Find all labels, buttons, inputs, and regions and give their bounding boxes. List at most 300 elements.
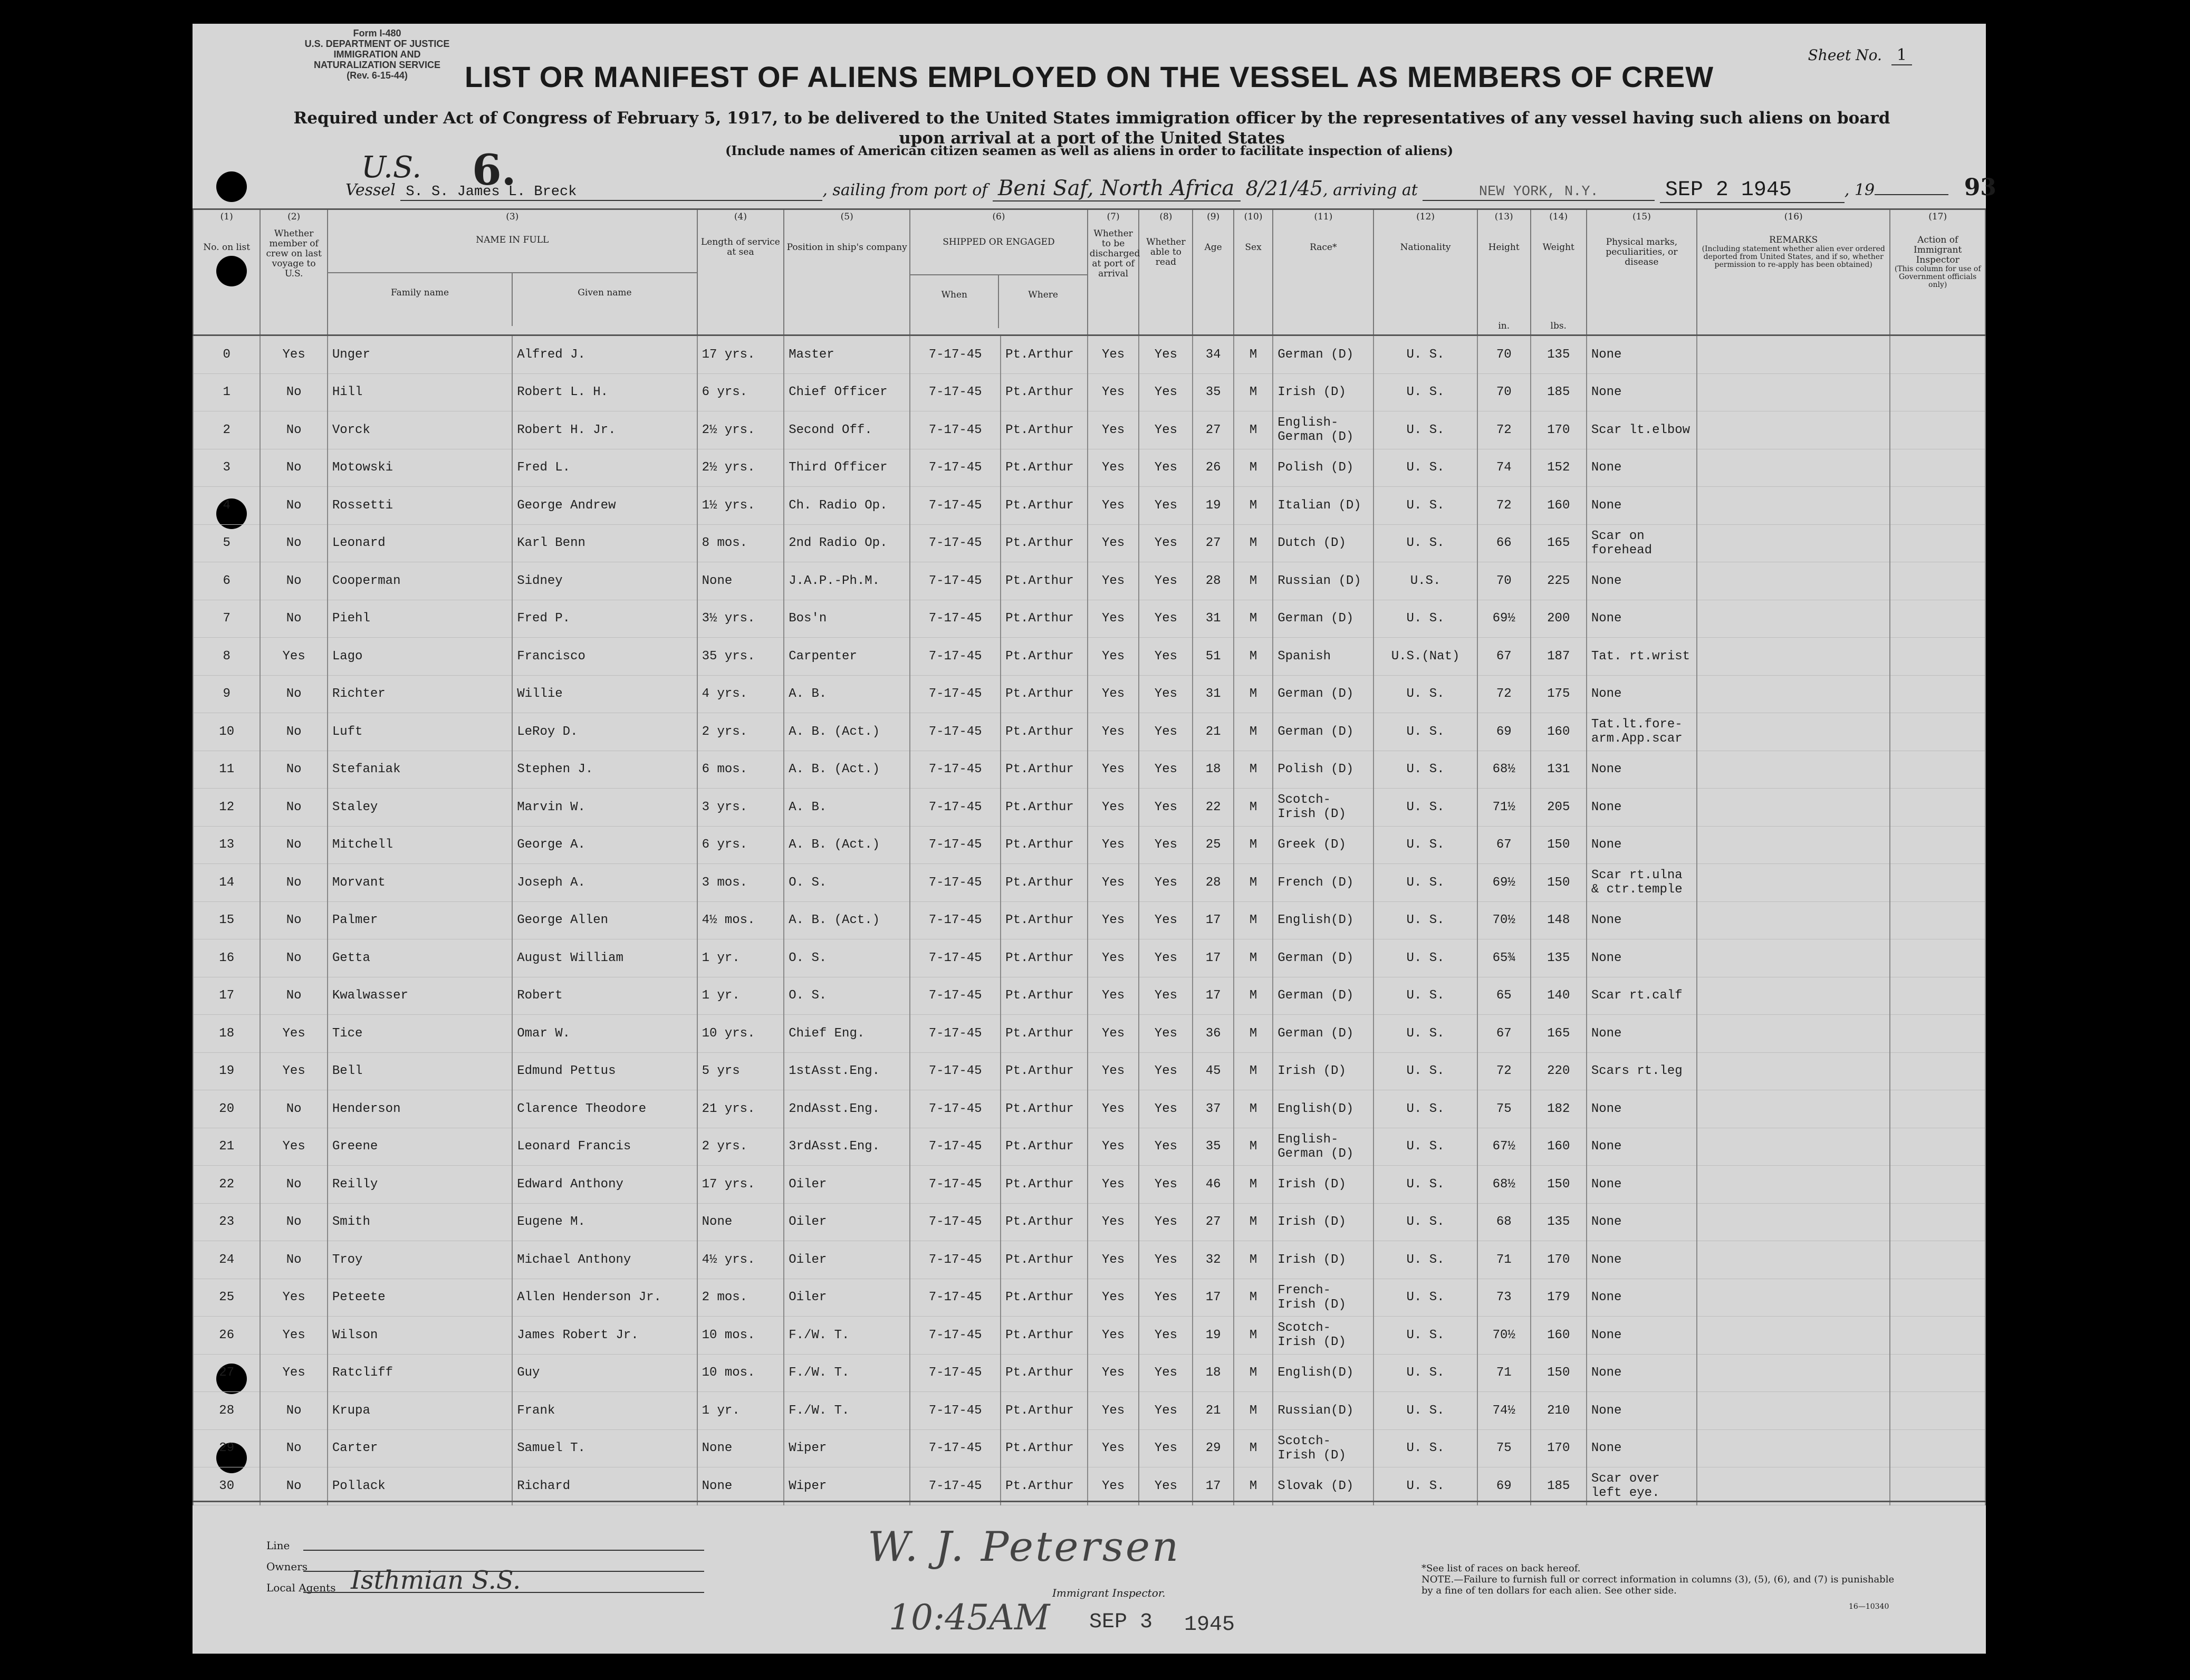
position-cell: Chief Officer [784,373,910,411]
able-to-read-cell: Yes [1139,1052,1193,1090]
crew-member-cell: No [260,675,327,713]
table-row [193,751,1985,789]
height-cell: 69½ [1477,864,1531,902]
row-number-cell: 23 [193,1203,260,1241]
age-cell: 17 [1193,977,1234,1015]
service-name: IMMIGRATION AND NATURALIZATION SERVICE [313,49,440,70]
position-cell: J.A.P.-Ph.M. [784,562,910,600]
discharged-cell: Yes [1088,1203,1139,1241]
owners-label: Owners [266,1560,308,1573]
arrival-date: SEP 2 1945 [1660,178,1845,203]
remarks-cell [1697,1015,1890,1053]
shipped-when-cell: 7-17-45 [910,1317,1001,1355]
shipped-when-cell: 7-17-45 [910,789,1001,827]
table-row [193,1429,1985,1467]
weight-cell: 165 [1531,1015,1587,1053]
inspector-action-cell [1890,1429,1985,1467]
discharged-cell: Yes [1088,675,1139,713]
crew-member-cell: Yes [260,1015,327,1053]
discharged-cell: Yes [1088,1317,1139,1355]
crew-member-cell: No [260,901,327,939]
table-row [193,1128,1985,1166]
able-to-read-cell: Yes [1139,1241,1193,1279]
shipped-where-cell: Pt.Arthur [1001,1128,1088,1166]
shipped-when-cell: 7-17-45 [910,1052,1001,1090]
table-row [193,562,1985,600]
shipped-when-cell: 7-17-45 [910,600,1001,638]
nationality-cell: U. S. [1373,1354,1477,1392]
row-number-cell: 13 [193,826,260,864]
nationality-cell: U. S. [1373,1279,1477,1317]
name-in-full-label: NAME IN FULL [328,227,697,273]
discharged-cell: Yes [1088,524,1139,562]
stamp-date: SEP 3 [1089,1610,1153,1634]
able-to-read-cell: Yes [1139,1015,1193,1053]
length-of-service-cell: None [697,1203,784,1241]
physical-marks-cell: None [1587,751,1697,789]
age-cell: 29 [1193,1429,1234,1467]
shipped-when-cell: 7-17-45 [910,675,1001,713]
crew-member-cell: No [260,487,327,525]
weight-cell: 150 [1531,1166,1587,1204]
given-name-cell: Robert L. H. [512,373,697,411]
age-cell: 26 [1193,449,1234,487]
shipped-where-cell: Pt.Arthur [1001,1317,1088,1355]
crew-table [193,208,1986,1505]
weight-cell: 160 [1531,1317,1587,1355]
crew-member-cell: Yes [260,1128,327,1166]
nationality-cell: U. S. [1373,1429,1477,1467]
family-name-cell: Greene [328,1128,512,1166]
col-num: (12) [1373,209,1477,227]
discharged-cell: Yes [1088,1015,1139,1053]
race-cell: Scotch- Irish (D) [1273,789,1373,827]
family-name-cell: Kwalwasser [328,977,512,1015]
length-of-service-cell: 10 mos. [697,1354,784,1392]
given-name-cell: Clarence Theodore [512,1090,697,1128]
physical-marks-cell: None [1587,562,1697,600]
sex-cell: M [1234,1354,1273,1392]
header-shipped [910,227,1088,335]
inspector-action-cell [1890,524,1985,562]
able-to-read-cell: Yes [1139,449,1193,487]
sex-cell: M [1234,449,1273,487]
position-cell: Carpenter [784,638,910,676]
header-age: Age [1193,227,1234,335]
nationality-cell: U. S. [1373,826,1477,864]
able-to-read-cell: Yes [1139,826,1193,864]
remarks-cell [1697,1166,1890,1204]
weight-cell: 148 [1531,901,1587,939]
given-name-cell: Stephen J. [512,751,697,789]
inspector-action-cell [1890,449,1985,487]
row-number-cell: 17 [193,977,260,1015]
header-physical-marks: Physical marks, peculiarities, or disease [1587,227,1697,335]
physical-marks-cell: None [1587,1279,1697,1317]
remarks-cell [1697,977,1890,1015]
vessel-label: Vessel [345,181,396,199]
sex-cell: M [1234,487,1273,525]
height-cell: 68½ [1477,751,1531,789]
handwritten-us: U.S. [361,150,422,185]
nationality-cell: U. S. [1373,524,1477,562]
position-cell: 3rdAsst.Eng. [784,1128,910,1166]
shipped-where-cell: Pt.Arthur [1001,1203,1088,1241]
position-cell: Oiler [784,1241,910,1279]
position-cell: F./W. T. [784,1354,910,1392]
table-row [193,1467,1985,1505]
shipped-when-cell: 7-17-45 [910,524,1001,562]
nationality-cell: U. S. [1373,1052,1477,1090]
nationality-cell: U. S. [1373,1467,1477,1505]
weight-cell: 152 [1531,449,1587,487]
family-name-cell: Hill [328,373,512,411]
age-cell: 31 [1193,600,1234,638]
remarks-cell [1697,638,1890,676]
requirement-text: Required under Act of Congress of February 5, 1917, to be delivered to the United States immigration officer by the representatives of any vessel having such aliens on board upon arrival at a port of the United States [293,109,1890,148]
discharged-cell: Yes [1088,638,1139,676]
table-row [193,826,1985,864]
given-name-cell: Karl Benn [512,524,697,562]
length-of-service-cell: None [697,1429,784,1467]
length-of-service-cell: 2 mos. [697,1279,784,1317]
nationality-cell: U. S. [1373,789,1477,827]
height-cell: 73 [1477,1279,1531,1317]
race-cell: English(D) [1273,901,1373,939]
weight-cell: 150 [1531,1354,1587,1392]
family-name-cell: Mitchell [328,826,512,864]
shipped-when-cell: 7-17-45 [910,411,1001,449]
nationality-cell: U. S. [1373,901,1477,939]
physical-marks-cell: Scar over left eye. [1587,1467,1697,1505]
given-name-label: Given name [512,273,696,326]
table-row [193,713,1985,751]
inspector-label: Immigrant Inspector. [1052,1587,1166,1599]
inspector-action-cell [1890,1279,1985,1317]
height-cell: 71 [1477,1241,1531,1279]
inspector-action-cell [1890,1128,1985,1166]
given-name-cell: George Andrew [512,487,697,525]
inspector-action-cell [1890,1392,1985,1430]
crew-member-cell: No [260,1467,327,1505]
length-of-service-cell: 17 yrs. [697,1166,784,1204]
table-row [193,901,1985,939]
row-number-cell: 3 [193,449,260,487]
discharged-cell: Yes [1088,449,1139,487]
inspector-action-cell [1890,1467,1985,1505]
crew-member-cell: No [260,751,327,789]
inspector-action-cell [1890,751,1985,789]
nationality-cell: U.S. [1373,562,1477,600]
age-cell: 28 [1193,864,1234,902]
height-unit: in. [1498,321,1510,331]
family-name-cell: Bell [328,1052,512,1090]
remarks-cell [1697,826,1890,864]
weight-cell: 200 [1531,600,1587,638]
discharged-cell: Yes [1088,939,1139,977]
race-cell: English- German (D) [1273,411,1373,449]
shipped-where-cell: Pt.Arthur [1001,1429,1088,1467]
header-discharged: Whether to be discharged at port of arrival [1088,227,1139,335]
length-of-service-cell: 1½ yrs. [697,487,784,525]
given-name-cell: Leonard Francis [512,1128,697,1166]
remarks-cell [1697,1429,1890,1467]
sex-cell: M [1234,1317,1273,1355]
height-cell: 69 [1477,713,1531,751]
length-of-service-cell: 17 yrs. [697,335,784,374]
race-cell: Italian (D) [1273,487,1373,525]
row-number-cell: 2 [193,411,260,449]
physical-marks-cell: None [1587,373,1697,411]
family-name-cell: Cooperman [328,562,512,600]
port-from: Beni Saf, North Africa [993,176,1241,201]
position-cell: Wiper [784,1467,910,1505]
discharged-cell: Yes [1088,1241,1139,1279]
physical-marks-cell: None [1587,1317,1697,1355]
height-cell: 65 [1477,977,1531,1015]
height-cell: 68 [1477,1203,1531,1241]
able-to-read-cell: Yes [1139,1467,1193,1505]
able-to-read-cell: Yes [1139,1128,1193,1166]
race-cell: German (D) [1273,713,1373,751]
race-cell: German (D) [1273,675,1373,713]
remarks-cell [1697,939,1890,977]
row-number-cell: 5 [193,524,260,562]
age-cell: 36 [1193,1015,1234,1053]
action-note: (This column for use of Government officials only) [1894,265,1981,289]
col-num: (2) [260,209,327,227]
row-number-cell: 22 [193,1166,260,1204]
able-to-read-cell: Yes [1139,901,1193,939]
race-cell: Slovak (D) [1273,1467,1373,1505]
length-of-service-cell: 1 yr. [697,1392,784,1430]
family-name-cell: Richter [328,675,512,713]
nationality-cell: U. S. [1373,977,1477,1015]
crew-member-cell: No [260,1203,327,1241]
height-cell: 74 [1477,449,1531,487]
given-name-cell: Francisco [512,638,697,676]
print-code: 16—10340 [1849,1602,1889,1611]
inspector-action-cell [1890,638,1985,676]
nationality-cell: U. S. [1373,1203,1477,1241]
position-cell: O. S. [784,939,910,977]
physical-marks-cell: None [1587,1203,1697,1241]
manifest-sheet [193,24,1996,1654]
inspector-action-cell [1890,1241,1985,1279]
local-agents-value: Isthmian S.S. [351,1566,521,1595]
nationality-cell: U. S. [1373,449,1477,487]
sex-cell: M [1234,977,1273,1015]
able-to-read-cell: Yes [1139,335,1193,374]
remarks-cell [1697,713,1890,751]
table-row [193,1354,1985,1392]
col-num: (1) [193,209,260,227]
weight-cell: 160 [1531,713,1587,751]
length-of-service-cell: 2 yrs. [697,713,784,751]
physical-marks-cell: None [1587,675,1697,713]
given-name-cell: George A. [512,826,697,864]
sheet-value: 1 [1891,46,1912,65]
given-name-cell: Joseph A. [512,864,697,902]
nationality-cell: U. S. [1373,1241,1477,1279]
remarks-cell [1697,335,1890,374]
weight-cell: 170 [1531,1241,1587,1279]
crew-member-cell: No [260,977,327,1015]
given-name-cell: James Robert Jr. [512,1317,697,1355]
age-cell: 45 [1193,1052,1234,1090]
length-of-service-cell: 5 yrs [697,1052,784,1090]
header-race: Race* [1273,227,1373,335]
agents-label: Local Agents [266,1581,336,1594]
shipped-where-cell: Pt.Arthur [1001,600,1088,638]
length-of-service-cell: 6 yrs. [697,373,784,411]
remarks-cell [1697,1241,1890,1279]
able-to-read-cell: Yes [1139,939,1193,977]
inspector-action-cell [1890,562,1985,600]
length-of-service-cell: None [697,1467,784,1505]
race-cell: English(D) [1273,1354,1373,1392]
discharged-cell: Yes [1088,1467,1139,1505]
age-cell: 34 [1193,335,1234,374]
age-cell: 21 [1193,1392,1234,1430]
position-cell: Second Off. [784,411,910,449]
remarks-cell [1697,1279,1890,1317]
race-cell: Irish (D) [1273,373,1373,411]
remarks-cell [1697,487,1890,525]
sailing-label: , sailing from port of [822,181,988,199]
position-cell: F./W. T. [784,1317,910,1355]
able-to-read-cell: Yes [1139,1317,1193,1355]
form-number: Form I-480 [353,28,401,39]
age-cell: 18 [1193,1354,1234,1392]
family-name-cell: Tice [328,1015,512,1053]
header-position: Position in ship's company [784,227,910,335]
header-able-to-read: Whether able to read [1139,227,1193,335]
family-name-cell: Leonard [328,524,512,562]
nationality-cell: U.S.(Nat) [1373,638,1477,676]
shipped-where-cell: Pt.Arthur [1001,864,1088,902]
punch-hole [216,171,247,202]
shipped-when-cell: 7-17-45 [910,977,1001,1015]
race-cell: French- Irish (D) [1273,1279,1373,1317]
position-cell: Chief Eng. [784,1015,910,1053]
remarks-cell [1697,864,1890,902]
action-label: Action of Immigrant Inspector [1914,235,1962,265]
header-length-of-service: Length of service at sea [697,227,784,335]
nationality-cell: U. S. [1373,600,1477,638]
sex-cell: M [1234,373,1273,411]
able-to-read-cell: Yes [1139,562,1193,600]
inspector-action-cell [1890,675,1985,713]
crew-member-cell: Yes [260,335,327,374]
handwritten-time: 10:45AM [889,1597,1050,1638]
sex-cell: M [1234,675,1273,713]
position-cell: F./W. T. [784,1392,910,1430]
family-name-cell: Vorck [328,411,512,449]
physical-marks-cell: None [1587,1354,1697,1392]
inspector-action-cell [1890,600,1985,638]
length-of-service-cell: 3 yrs. [697,789,784,827]
inspector-action-cell [1890,713,1985,751]
length-of-service-cell: None [697,562,784,600]
discharged-cell: Yes [1088,1429,1139,1467]
discharged-cell: Yes [1088,600,1139,638]
length-of-service-cell: 6 mos. [697,751,784,789]
family-name-cell: Getta [328,939,512,977]
header-remarks [1697,227,1890,335]
table-row [193,1015,1985,1053]
race-cell: Irish (D) [1273,1052,1373,1090]
remarks-cell [1697,1128,1890,1166]
height-cell: 67½ [1477,1128,1531,1166]
length-of-service-cell: 1 yr. [697,977,784,1015]
row-number-cell: 19 [193,1052,260,1090]
shipped-when-cell: 7-17-45 [910,1392,1001,1430]
row-number-cell: 27 [193,1354,260,1392]
position-cell: A. B. (Act.) [784,713,910,751]
able-to-read-cell: Yes [1139,864,1193,902]
table-row [193,600,1985,638]
given-name-cell: LeRoy D. [512,713,697,751]
discharged-cell: Yes [1088,373,1139,411]
shipped-where-cell: Pt.Arthur [1001,675,1088,713]
crew-member-cell: No [260,411,327,449]
physical-marks-cell: Scar on forehead [1587,524,1697,562]
sex-cell: M [1234,901,1273,939]
sex-cell: M [1234,1392,1273,1430]
race-cell: Russian(D) [1273,1392,1373,1430]
discharged-cell: Yes [1088,1392,1139,1430]
remarks-note: (Including statement whether alien ever ordered deported from United States, and if so, whether permission to re-apply has been obtained) [1702,245,1885,269]
inspector-action-cell [1890,1317,1985,1355]
handwritten-six: 6. [472,145,516,195]
position-cell: Oiler [784,1203,910,1241]
where-label: Where [998,275,1087,328]
age-cell: 46 [1193,1166,1234,1204]
height-cell: 65¾ [1477,939,1531,977]
row-number-cell: 16 [193,939,260,977]
discharged-cell: Yes [1088,411,1139,449]
row-number-cell: 21 [193,1128,260,1166]
shipped-when-cell: 7-17-45 [910,939,1001,977]
col-num: (13) [1477,209,1531,227]
length-of-service-cell: 21 yrs. [697,1090,784,1128]
shipped-when-cell: 7-17-45 [910,638,1001,676]
arriving-label: , arriving at [1323,181,1418,199]
length-of-service-cell: 10 mos. [697,1317,784,1355]
row-number-cell: 10 [193,713,260,751]
remarks-cell [1697,1317,1890,1355]
length-of-service-cell: 6 yrs. [697,826,784,864]
line-label: Line [266,1539,290,1552]
row-number-cell: 4 [193,487,260,525]
age-cell: 19 [1193,1317,1234,1355]
sex-cell: M [1234,524,1273,562]
weight-cell: 175 [1531,675,1587,713]
height-cell: 70 [1477,335,1531,374]
shipped-where-cell: Pt.Arthur [1001,1392,1088,1430]
position-cell: 2nd Radio Op. [784,524,910,562]
race-cell: French (D) [1273,864,1373,902]
height-cell: 72 [1477,487,1531,525]
col-num: (5) [784,209,910,227]
discharged-cell: Yes [1088,1090,1139,1128]
length-of-service-cell: 35 yrs. [697,638,784,676]
inspector-action-cell [1890,1015,1985,1053]
sex-cell: M [1234,789,1273,827]
discharged-cell: Yes [1088,789,1139,827]
shipped-when-cell: 7-17-45 [910,1241,1001,1279]
